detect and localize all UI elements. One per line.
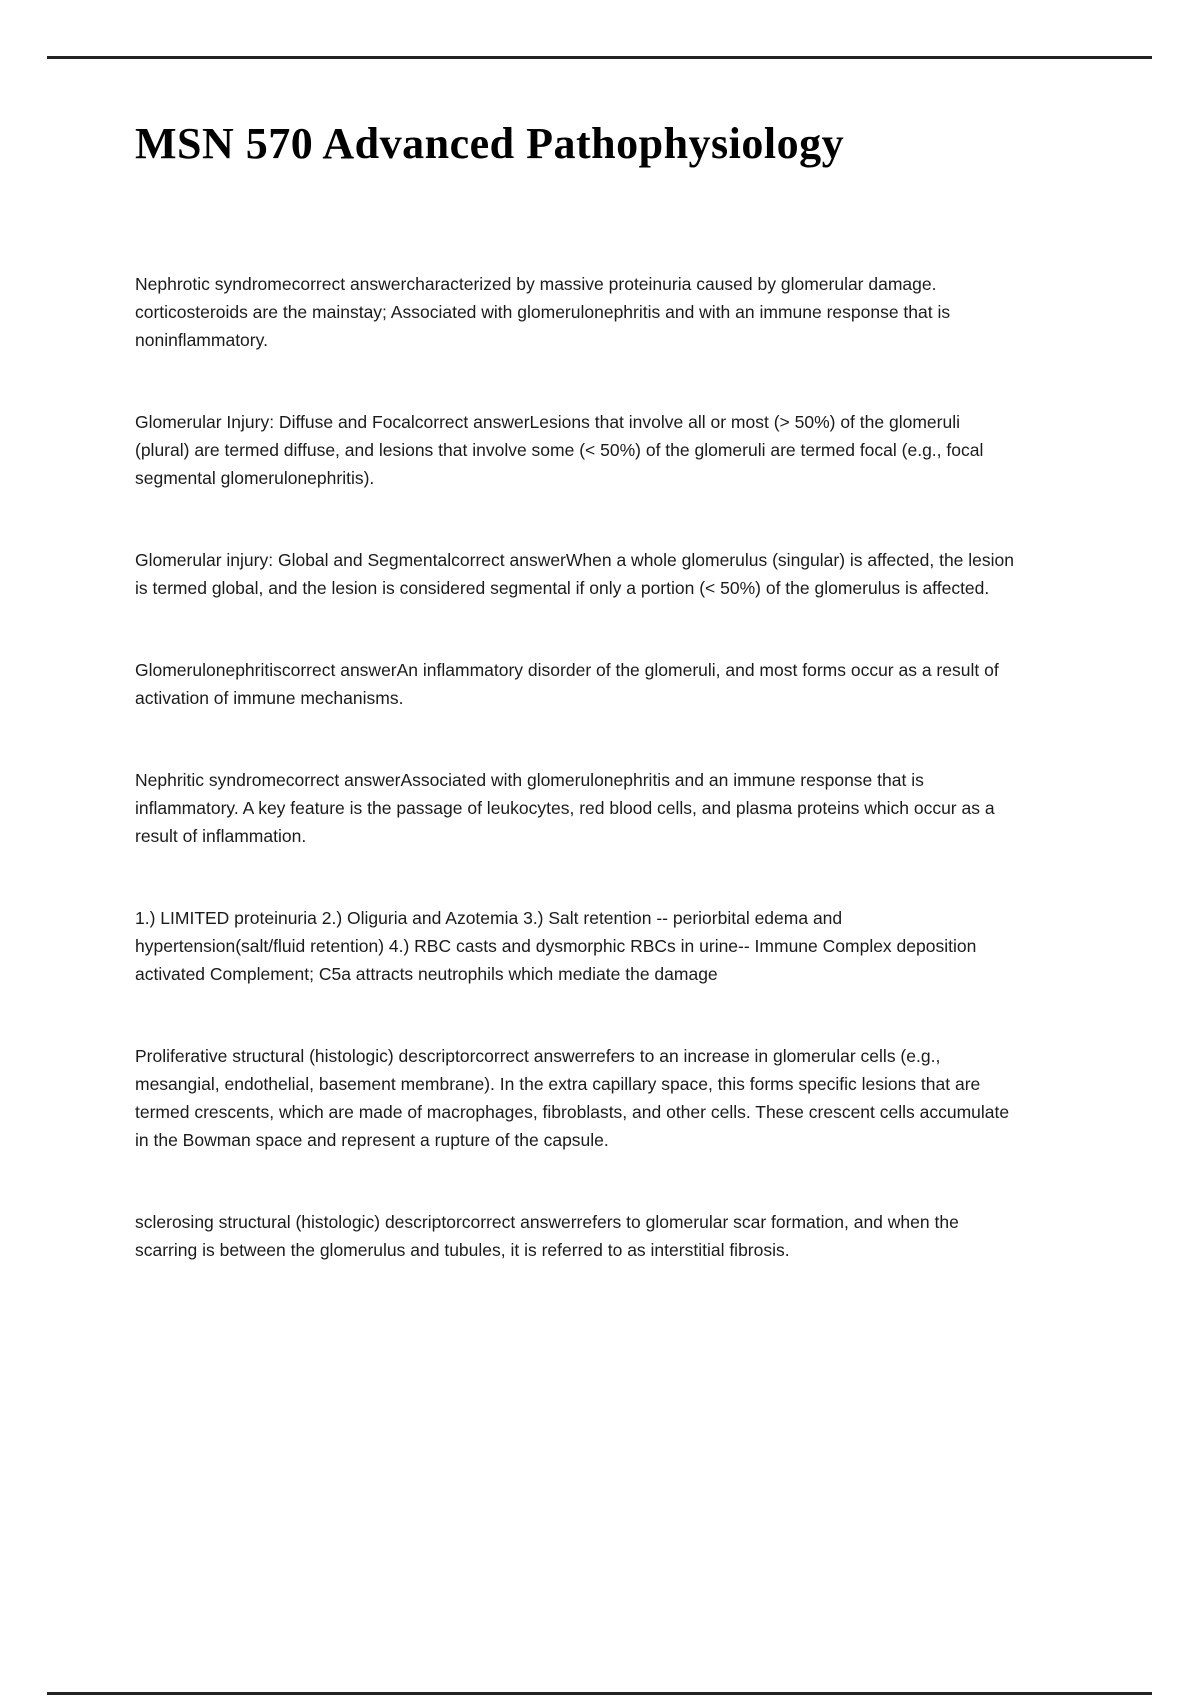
paragraph-nephrotic-syndrome: Nephrotic syndromecorrect answercharacterized by massive proteinuria caused by glomerular damage. corticosteroids are the mainstay; Associated with glomerulonephritis and with an immune response that is noninflammatory. [135,274,951,350]
paragraph-nephritic-features-list: 1.) LIMITED proteinuria 2.) Oliguria and Azotemia 3.) Salt retention -- periorbital edema and hypertension(salt/fluid retention) 4.) RBC casts and dysmorphic RBCs in urine-- Immune Complex deposition activated Complement; C5a attracts neutrophils which mediate the damage [135,908,977,984]
bottom-rule [47,1692,1152,1695]
paragraph-glomerular-injury-global-segmental: Glomerular injury: Global and Segmentalcorrect answerWhen a whole glomerulus (singular) is affected, the lesion is termed global, and the lesion is considered segmental if only a portion (< 50%) of the glomerulus is affected. [135,550,1014,598]
paragraph-nephritic-syndrome: Nephritic syndromecorrect answerAssociated with glomerulonephritis and an immune response that is inflammatory. A key feature is the passage of leukocytes, red blood cells, and plasma proteins which occur as a result of inflammation. [135,770,995,846]
paragraph-proliferative-descriptor: Proliferative structural (histologic) descriptorcorrect answerrefers to an increase in glomerular cells (e.g., mesangial, endothelial, basement membrane). In the extra capillary space, this forms specific lesions that are termed crescents, which are made of macrophages, fibroblasts, and other cells. These crescent cells accumulate in the Bowman space and represent a rupture of the capsule. [135,1046,1010,1150]
paragraph-glomerulonephritis: Glomerulonephritiscorrect answerAn inflammatory disorder of the glomeruli, and most forms occur as a result of activation of immune mechanisms. [135,660,999,708]
document-body [135,0,1015,1318]
page-title: MSN 570 Advanced Pathophysiology [135,119,845,168]
paragraph-sclerosing-descriptor: sclerosing structural (histologic) descriptorcorrect answerrefers to glomerular scar formation, and when the scarring is between the glomerulus and tubules, it is referred to as interstitial fibrosis. [135,1212,959,1260]
paragraph-glomerular-injury-diffuse-focal: Glomerular Injury: Diffuse and Focalcorrect answerLesions that involve all or most (> 50%) of the glomeruli (plural) are termed diffuse, and lesions that involve some (< 50%) of the glomeruli are termed focal (e.g., focal segmental glomerulonephritis). [135,412,984,488]
